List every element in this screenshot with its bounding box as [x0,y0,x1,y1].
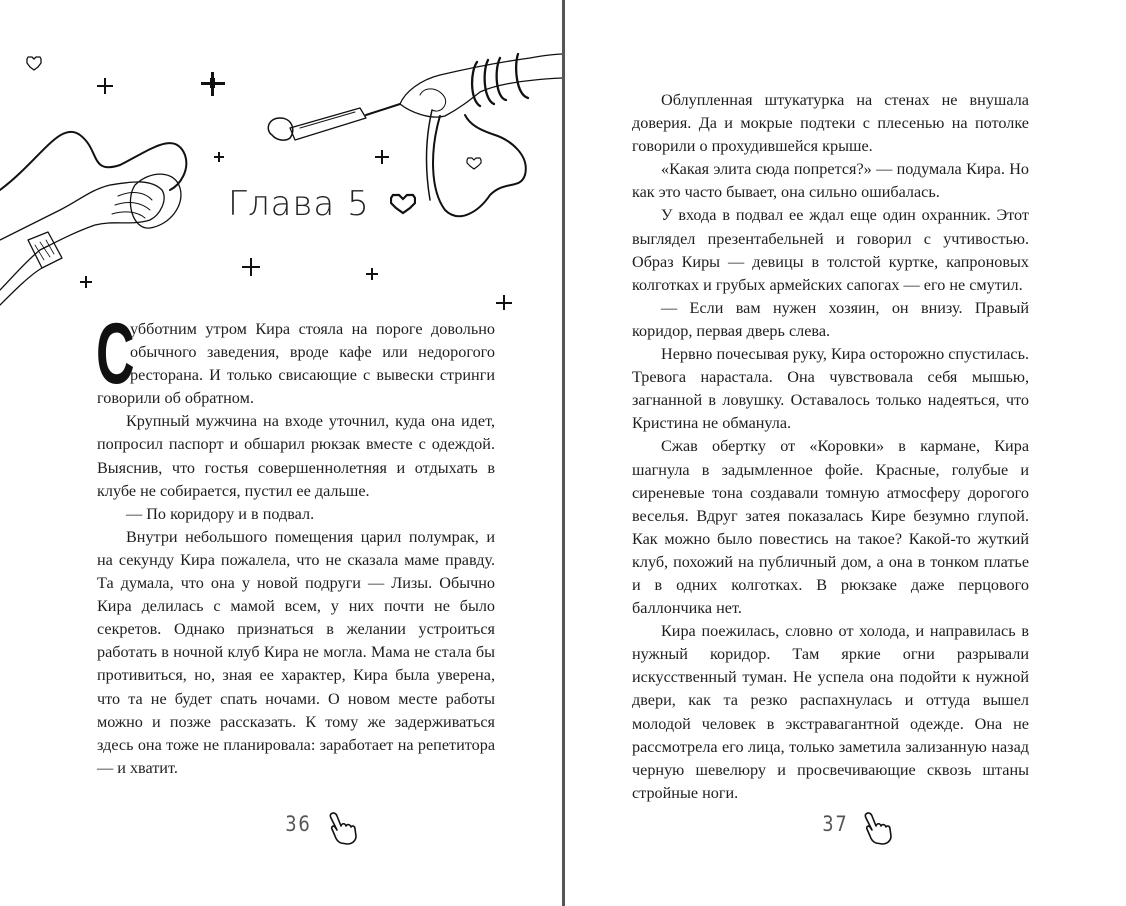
left-page [0,0,562,906]
heart-icon [390,191,416,215]
right-page-body [632,89,1029,805]
page-number: 37 [822,812,849,836]
paragraph: У входа в подвал ее ждал еще один охранник. Этот выглядел презентабельней и говорил с учтивостью. Образ Киры — девицы в толстой куртке, капроновых колготках и грубых армейских сапогах — его не смутил. [632,206,1029,294]
paragraph: Крупный мужчина на входе уточнил, куда она идет, попросил паспорт и обшарил рюкзак вместе с одеждой. Выяснив, что гостья совершеннолетняя и отдыхать в клубе не собирается, пустил ее дальше. [97,412,495,500]
paragraph: Нервно почесывая руку, Кира осторожно спустилась. Тревога нарастала. Она чувствовала себя мышью, загнанной в ловушку. Оставалось только надеяться, что Кристина не обманула. [632,345,1029,433]
page-number: 36 [285,812,312,836]
chapter-title-text: Глава 5 [228,184,370,224]
paragraph: «Какая элита сюда попрется?» — подумала Кира. Но как это часто бывает, она сильно ошибалась. [632,160,1029,202]
paragraph: Кира поежилась, словно от холода, и направилась в нужный коридор. Там яркие огни разрывали искусственный туман. Не успела она подойти к нужной двери, как та резко распахнулась и оттуда вышел молодой человек в экстравагантной одежде. Она не рассмотрела его лица, только заметила зализанную назад черную шевелюру и просвечивающие сквозь штаны стройные ноги. [632,622,1029,802]
pointing-hand-icon [327,810,359,846]
paragraph: Сжав обертку от «Коровки» в кармане, Кира шагнула в задымленное фойе. Красные, голубые и сиреневые тона создавали томную атмосферу дорогого веселья. Вдруг затея показалась Кире безумно глупой. Как можно было повестись на такое? Какой-то жуткий клуб, похожий на публичный дом, а она в тонком платье и в одних колготках. В рюкзаке даже перцового баллончика нет. [632,437,1029,618]
drop-cap: С [96,306,135,402]
pointing-hand-icon [862,810,894,846]
paragraph: С убботним утром Кира стояла на пороге довольно обычного заведения, вроде кафе или недорогого ресторана. И только свисающие с вывески стринги говорили об обратном. [96,306,495,408]
chapter-title [228,184,416,224]
pixel-heart-icon [27,57,41,70]
left-page-body [96,306,495,780]
paragraph: Внутри небольшого помещения царил полумрак, и на секунду Кира пожалела, что не сказала маме правду. Та думала, что она у новой подруги — Лизы. Обычно Кира делилась с мамой всем, у них почти не было секретов. Однако признаться в желании устроиться работать в ночной клуб Кира не могла. Мама не стала бы противиться, но, зная ее характер, Кира была уверена, что та не будет спать ночами. О новом месте работы можно и позже рассказать. К тому же задерживаться здесь она тоже не планировала: заработает на репетитора — и хватит. [97,527,495,777]
chapter-illustration [0,0,562,310]
paragraph: — Если вам нужен хозяин, он внизу. Правый коридор, первая дверь слева. [632,298,1029,340]
paragraph: Облупленная штукатурка на стенах не внушала доверия. Да и мокрые подтеки с плесенью на потолке говорили о прохудившейся крыше. [632,91,1029,156]
paragraph: — По коридору и в подвал. [126,504,315,523]
